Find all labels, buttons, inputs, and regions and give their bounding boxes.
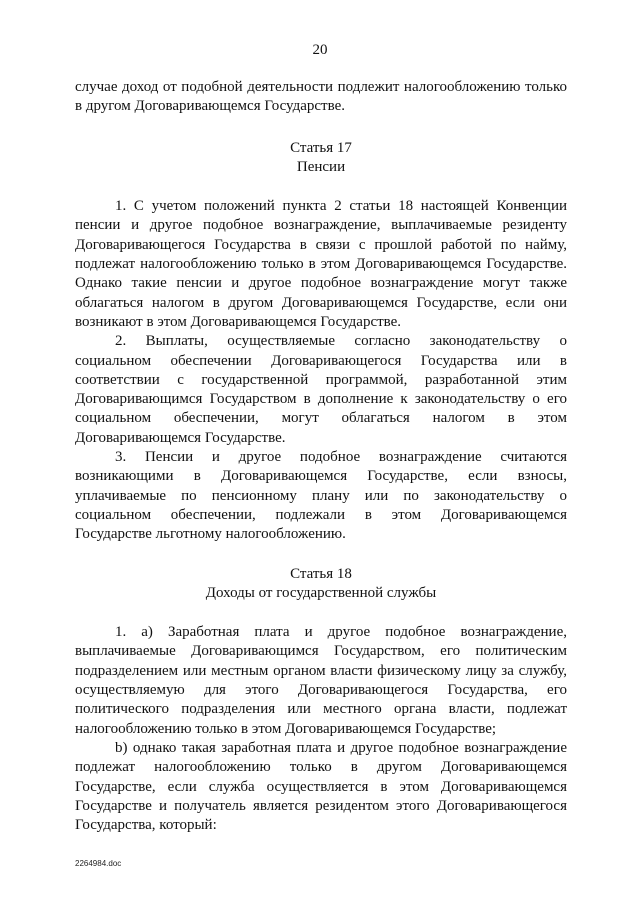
article-17-number: Статья 17: [290, 139, 352, 156]
footer-filename: 2264984.doc: [75, 859, 122, 868]
article-17-title: Пенсии: [296, 158, 346, 175]
page-number: 20: [312, 42, 328, 58]
document-body: [75, 78, 567, 835]
article-18-number: Статья 18: [290, 565, 352, 582]
intro-paragraph: случае доход от подобной деятельности подлежит налогообложению только в другом Договаривающемся Государстве.: [75, 79, 567, 115]
article-17-paragraph-2: 2. Выплаты, осуществляемые согласно законодательству о социальном обеспечении Договаривающегося Государства или в соответствии с государственной программой, разработанной этим Договаривающимся Государством в дополнение к законодательству о его социальном обеспечении, могут облагаться налогом в этом Договаривающемся Государстве.: [75, 333, 567, 446]
article-18-paragraph-1b: b) однако такая заработная плата и другое подобное вознаграждение подлежат налогообложению только в другом Договаривающемся Государстве, если служба осуществляется в этом Договаривающемся Государстве и получатель является резидентом этого Договаривающегося Государства, который:: [75, 739, 567, 834]
article-18-title: Доходы от государственной службы: [205, 584, 437, 601]
article-17-paragraph-1: 1. С учетом положений пункта 2 статьи 18 настоящей Конвенции пенсии и другое подобное вознаграждение, выплачиваемые резиденту Договаривающегося Государства в связи с прошлой работой по найму, подлежат налогообложению только в этом Договаривающемся Государстве. Однако такие пенсии и другое подобное вознаграждение могут также облагаться налогом в другом Договаривающемся Государстве, если они возникают в этом Договаривающемся Государстве.: [75, 198, 567, 330]
article-18-paragraph-1a: 1. a) Заработная плата и другое подобное вознаграждение, выплачиваемые Договаривающимся Государством, его политическим подразделением или местным органом власти физическому лицу за службу, осуществляемую для этого Договаривающегося Государства, его политического подразделения или местного органа власти, подлежат налогообложению только в этом Договаривающемся Государстве;: [75, 624, 567, 737]
article-17-paragraph-3: 3. Пенсии и другое подобное вознаграждение считаются возникающими в Договаривающемся Государстве, если взносы, уплачиваемые по пенсионному плану или по законодательству о социальном обеспечении, подлежали в этом Договаривающемся Государстве льготному налогообложению.: [75, 449, 567, 543]
